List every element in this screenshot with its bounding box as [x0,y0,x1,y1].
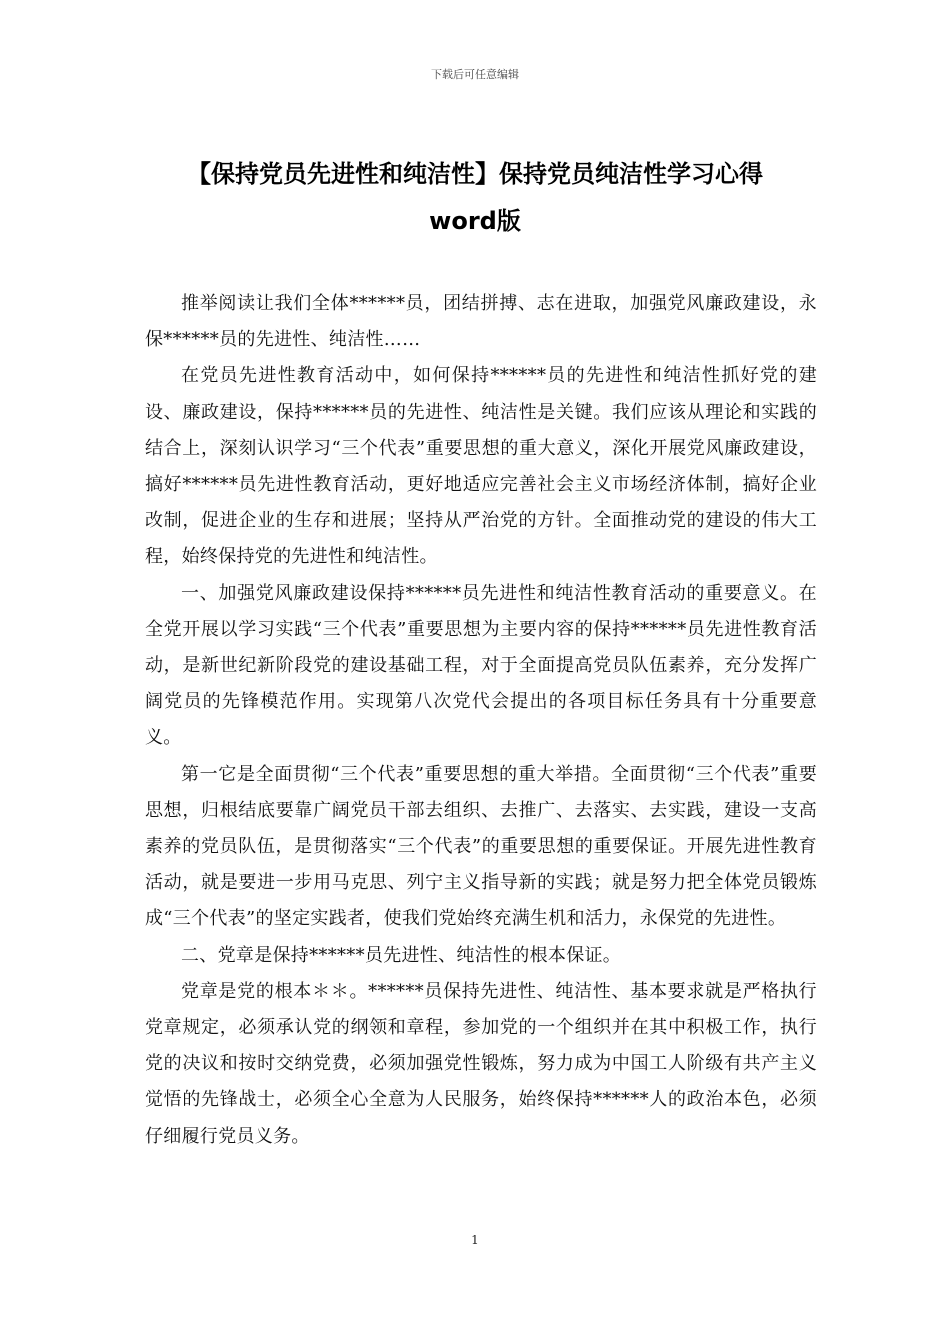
paragraph-intro: 推举阅读让我们全体******员，团结拼搏、志在进取，加强党风廉政建设，永保******员的先进性、纯洁性…… [145,293,817,351]
document-body [145,286,817,1155]
paragraph-section-two-heading: 二、党章是保持******员先进性、纯洁性的根本保证。 [181,944,622,966]
paragraph-section-two-body: 党章是党的根本＊＊。******员保持先进性、纯洁性、基本要求就是严格执行党章规定，必须承认党的纲领和章程，参加党的一个组织并在其中积极工作，执行党的决议和按时交纳党费，必须加强党性锻炼，努力成为中国工人阶级有共产主义觉悟的先锋战士，必须全心全意为人民服务，始终保持******人的政治本色，必须仔细履行党员义务。 [145,980,817,1147]
paragraph-overview: 在党员先进性教育活动中，如何保持******员的先进性和纯洁性抓好党的建设、廉政建设，保持******员的先进性、纯洁性是关键。我们应该从理论和实践的结合上，深刻认识学习“三个代表”重要思想的重大意义，深化开展党风廉政建设，搞好******员先进性教育活动，更好地适应完善社会主义市场经济体制，搞好企业改制，促进企业的生存和进展；坚持从严治党的方针。全面推动党的建设的伟大工程，始终保持党的先进性和纯洁性。 [145,365,817,568]
document-title-line-2: word版 [429,207,521,235]
paragraph-first-point: 第一它是全面贯彻“三个代表”重要思想的重大举措。全面贯彻“三个代表”重要思想，归根结底要靠广阔党员干部去组织、去推广、去落实、去实践，建设一支高素养的党员队伍，是贯彻落实“三个代表”的重要思想的重要保证。开展先进性教育活动，就是要进一步用马克思、列宁主义指导新的实践；就是努力把全体党员锻炼成“三个代表”的坚定实践者，使我们党始终充满生机和活力，永保党的先进性。 [145,763,817,930]
page-number: 1 [471,1233,479,1247]
header-note: 下载后可任意编辑 [431,68,519,81]
document-title-line-1: 【保持党员先进性和纯洁性】保持党员纯洁性学习心得 [187,160,763,188]
paragraph-section-one: 一、加强党风廉政建设保持******员先进性和纯洁性教育活动的重要意义。在全党开展以学习实践“三个代表”重要思想为主要内容的保持******员先进性教育活动，是新世纪新阶段党的建设基础工程，对于全面提高党员队伍素养，充分发挥广阔党员的先锋模范作用。实现第八次党代会提出的各项目标任务具有十分重要意义。 [145,582,817,749]
